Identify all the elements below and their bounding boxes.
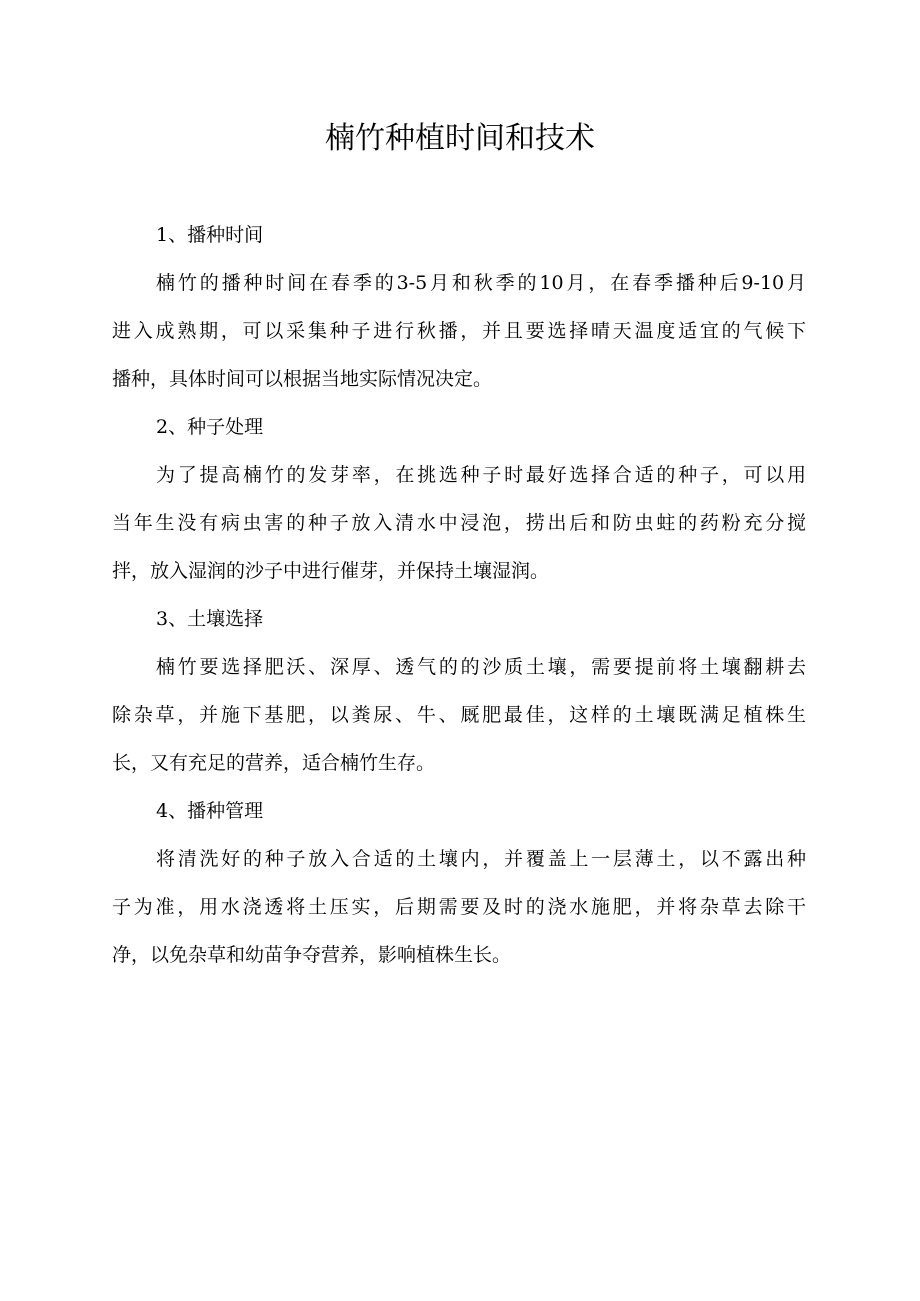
section-heading-sowing-time: 1、播种时间 — [156, 224, 264, 246]
paragraph-line: 拌，放入湿润的沙子中进行催芽，并保持土壤湿润。 — [112, 560, 550, 582]
paragraph-line: 子为准，用水浇透将土压实，后期需要及时的浇水施肥，并将杂草去除干 — [112, 896, 806, 918]
paragraph-line: 播种，具体时间可以根据当地实际情况决定。 — [112, 368, 493, 390]
section-heading-sowing-management: 4、播种管理 — [156, 800, 264, 822]
section-heading-seed-treatment: 2、种子处理 — [156, 416, 264, 438]
section-paragraph-sowing-time — [112, 259, 806, 403]
paragraph-line: 净，以免杂草和幼苗争夺营养，影响植株生长。 — [112, 944, 512, 966]
paragraph-line: 进入成熟期，可以采集种子进行秋播，并且要选择晴天温度适宜的气候下 — [112, 320, 806, 342]
paragraph-line: 将清洗好的种子放入合适的土壤内，并覆盖上一层薄土，以不露出种 — [156, 848, 806, 870]
document-title: 楠竹种植时间和技术 — [325, 121, 595, 156]
document-body — [112, 211, 806, 979]
section-heading-soil-selection: 3、土壤选择 — [156, 608, 264, 630]
section-paragraph-seed-treatment — [112, 451, 806, 595]
paragraph-line: 楠竹的播种时间在春季的3-5月和秋季的10月，在春季播种后9-10月 — [156, 272, 806, 294]
paragraph-line: 为了提高楠竹的发芽率，在挑选种子时最好选择合适的种子，可以用 — [156, 464, 806, 486]
paragraph-line: 当年生没有病虫害的种子放入清水中浸泡，捞出后和防虫蛀的药粉充分搅 — [112, 512, 806, 534]
paragraph-line: 楠竹要选择肥沃、深厚、透气的的沙质土壤，需要提前将土壤翻耕去 — [156, 656, 806, 678]
section-paragraph-sowing-management — [112, 835, 806, 979]
paragraph-line: 长，又有充足的营养，适合楠竹生存。 — [112, 752, 436, 774]
section-paragraph-soil-selection — [112, 643, 806, 787]
paragraph-line: 除杂草，并施下基肥，以粪尿、牛、厩肥最佳，这样的土壤既满足植株生 — [112, 704, 806, 726]
